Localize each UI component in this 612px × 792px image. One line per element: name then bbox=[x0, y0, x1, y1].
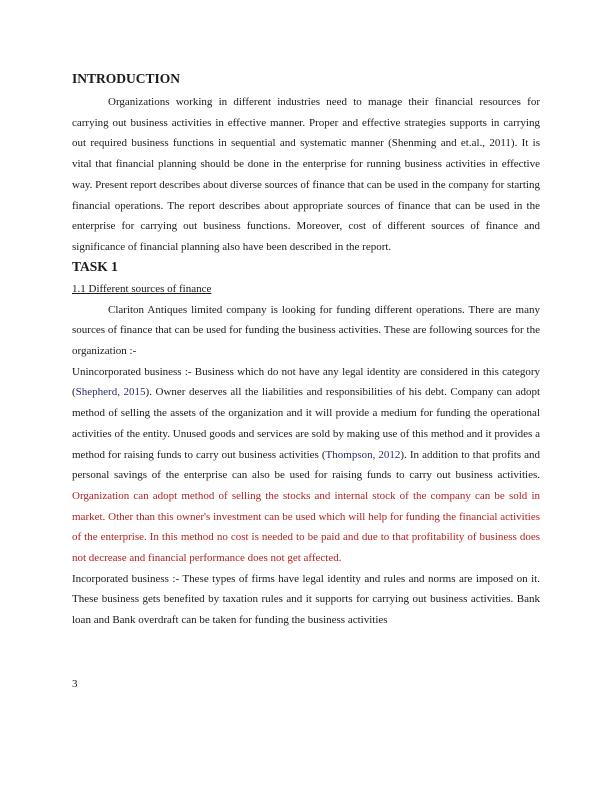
task1-intro-paragraph: Clariton Antiques limited company is looking for funding different operations. There are many sources of finance that can be used for funding the business activities. These are following sources for the organization :- bbox=[72, 303, 540, 358]
unincorporated-text-3: ). In addition to that profits and personal savings of the enterprise can also be used for raising funds to carry out business activities. bbox=[72, 448, 541, 482]
introduction-paragraph: Organizations working in different industries need to manage their financial resources for carrying out business activities in effective manner. Proper and effective strategies supports in carrying out required business functions in sequential and systematic manner (Shenming and et.al., 2011). It is vital that financial planning should be done in the enterprise for running business activities in effective way. Present report describes about diverse sources of finance that can be used in the company for starting financial operations. The report describes about appropriate sources of finance that can be used in the enterprise for carrying out business functions. Moreover, cost of different sources of finance and significance of financial planning also have been described in the report. bbox=[72, 96, 540, 253]
page-number: 3 bbox=[72, 678, 78, 690]
citation-shepherd: Shepherd, 2015 bbox=[75, 386, 146, 399]
unincorporated-paragraph bbox=[72, 362, 540, 569]
task1-subheading: 1.1 Different sources of finance bbox=[72, 282, 212, 295]
unincorporated-text-1: Unincorporated business :- Business which do not have any legal identity are considered in this category ( bbox=[72, 365, 540, 399]
introduction-heading: INTRODUCTION bbox=[72, 71, 181, 86]
highlighted-text: Organization can adopt method of selling the stocks and internal stock of the company can be sold in market. Other than this owner's investment can be used which will help for funding the financial activities of the enterprise. In this method no cost is needed to be paid and due to that profitability of business does not decrease and financial performance does not get affected. bbox=[72, 489, 540, 565]
unincorporated-text-2: ). Owner deserves all the liabilities and responsibilities of his debt. Company can adopt method of selling the assets of the organization and it will provide a medium for funding the operational activities of the entity. Unused goods and services are sold by making use of this method and it provides a method for raising funds to carry out business activities ( bbox=[72, 386, 541, 461]
task1-heading: TASK 1 bbox=[72, 258, 118, 274]
citation-thompson: Thompson, 2012 bbox=[325, 448, 401, 461]
incorporated-paragraph: Incorporated business :- These types of firms have legal identity and rules and norms are imposed on it. These business gets benefited by taxation rules and it supports for carrying out business activities. Bank loan and Bank overdraft can be taken for funding the business activities bbox=[72, 572, 540, 627]
document-page bbox=[72, 70, 540, 631]
